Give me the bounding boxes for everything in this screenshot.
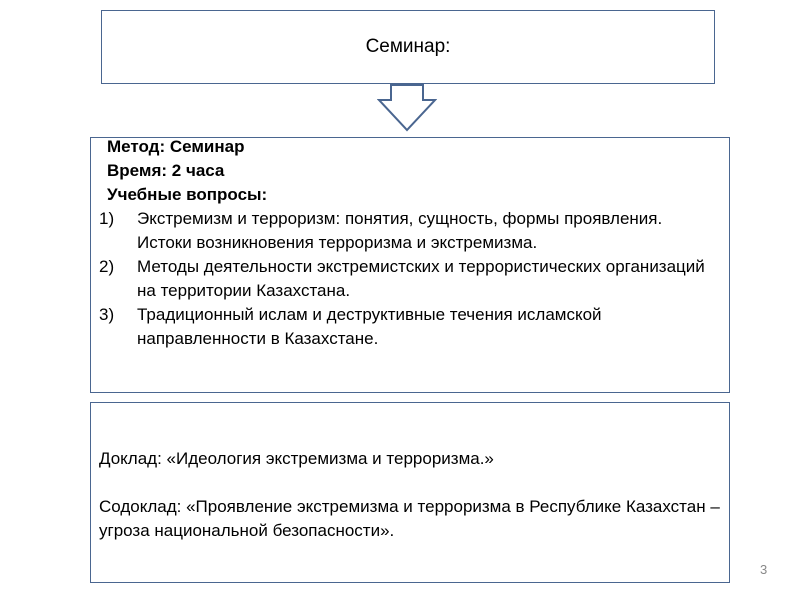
question-text: Экстремизм и терроризм: понятия, сущность, формы проявления. Истоки возникновения терроризма и экстремизма.	[137, 209, 663, 252]
page-number: 3	[760, 562, 768, 577]
report-text: Доклад: «Идеология экстремизма и терроризма.»	[99, 449, 494, 468]
report-box	[90, 402, 730, 583]
list-item	[99, 255, 721, 303]
question-number: 3)	[99, 305, 115, 324]
questions-title: Учебные вопросы:	[107, 185, 268, 204]
co-report-text: Содоклад: «Проявление экстремизма и терроризма в Республике Казахстан –угроза национальной безопасности».	[99, 497, 720, 540]
seminar-title: Семинар:	[365, 36, 451, 57]
question-text: Методы деятельности экстремистских и террористических организаций на территории Казахстана.	[137, 257, 705, 300]
questions-list	[99, 207, 721, 351]
time-line: Время: 2 часа	[107, 161, 225, 180]
method-box	[90, 137, 730, 393]
question-number: 1)	[99, 209, 115, 228]
list-item	[99, 207, 721, 255]
method-line: Метод: Семинар	[107, 137, 245, 156]
question-text: Традиционный ислам и деструктивные течения исламской направленности в Казахстане.	[137, 305, 602, 348]
question-number: 2)	[99, 257, 115, 276]
down-arrow-icon	[377, 84, 437, 134]
seminar-title-box	[101, 10, 715, 84]
list-item	[99, 303, 721, 351]
